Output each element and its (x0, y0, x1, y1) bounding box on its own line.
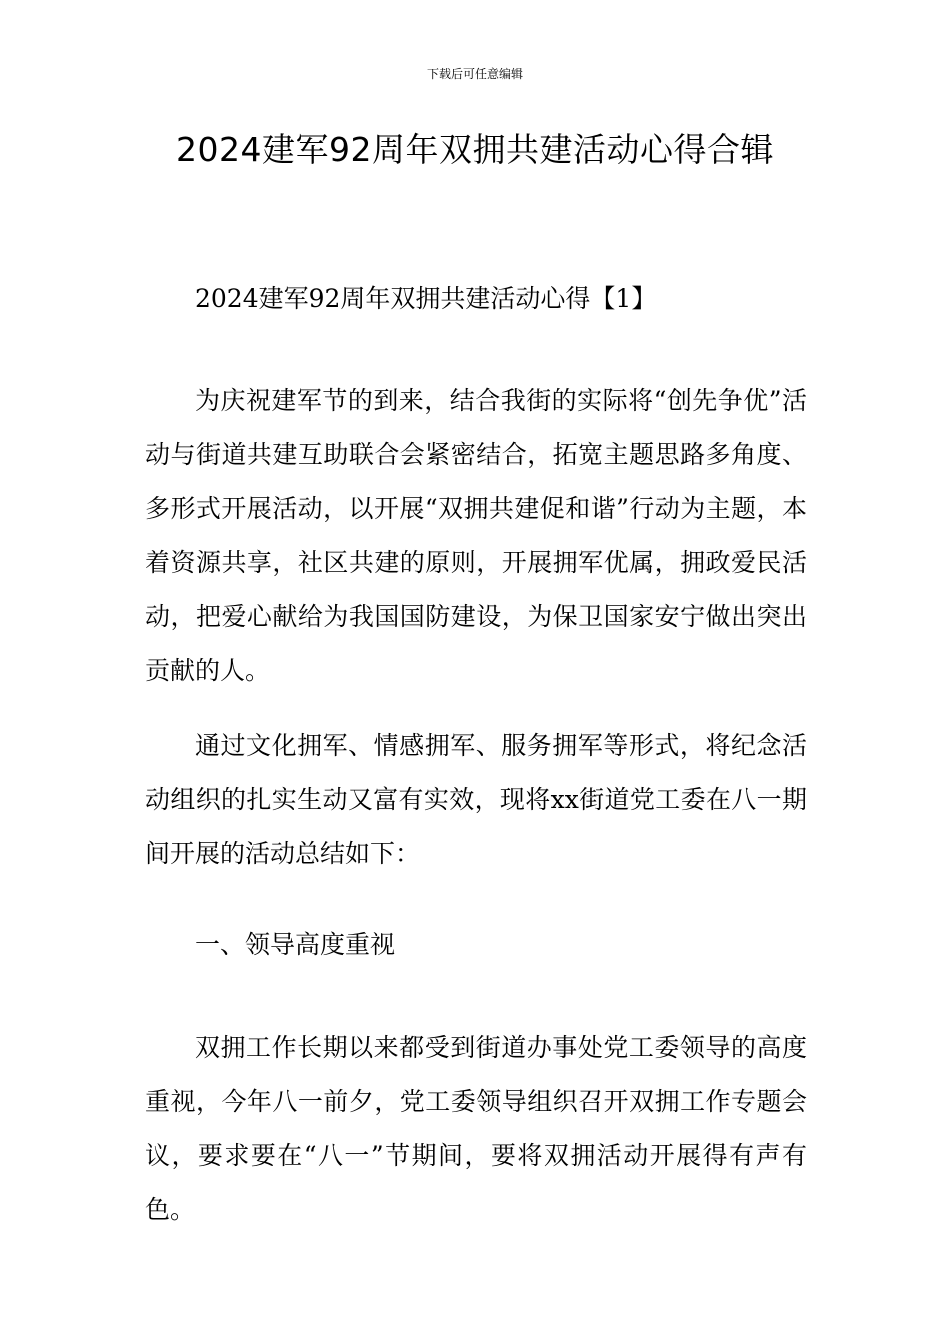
paragraph-leadership: 双拥工作长期以来都受到街道办事处党工委领导的高度重视，今年八一前夕，党工委领导组织召开双拥工作专题会议，要求要在“八一”节期间，要将双拥活动开展得有声有色。 (145, 1033, 807, 1224)
subheading-leadership: 一、领导高度重视 (195, 930, 396, 959)
paragraph-summary: 通过文化拥军、情感拥军、服务拥军等形式，将纪念活动组织的扎实生动又富有实效，现将xx街道党工委在八一期间开展的活动总结如下： (145, 731, 807, 868)
header-note: 下载后可任意编辑 (426, 67, 523, 81)
document-title: 2024建军92周年双拥共建活动心得合辑 (176, 130, 774, 169)
paragraph-intro: 为庆祝建军节的到来，结合我街的实际将“创先争优”活动与街道共建互助联合会紧密结合，拓宽主题思路多角度、多形式开展活动，以开展“双拥共建促和谐”行动为主题，本着资源共享，社区共建的原则，开展拥军优属，拥政爱民活动，把爱心献给为我国国防建设，为保卫国家安宁做出突出贡献的人。 (145, 386, 807, 685)
section-heading: 2024建军92周年双拥共建活动心得【1】 (195, 284, 657, 313)
